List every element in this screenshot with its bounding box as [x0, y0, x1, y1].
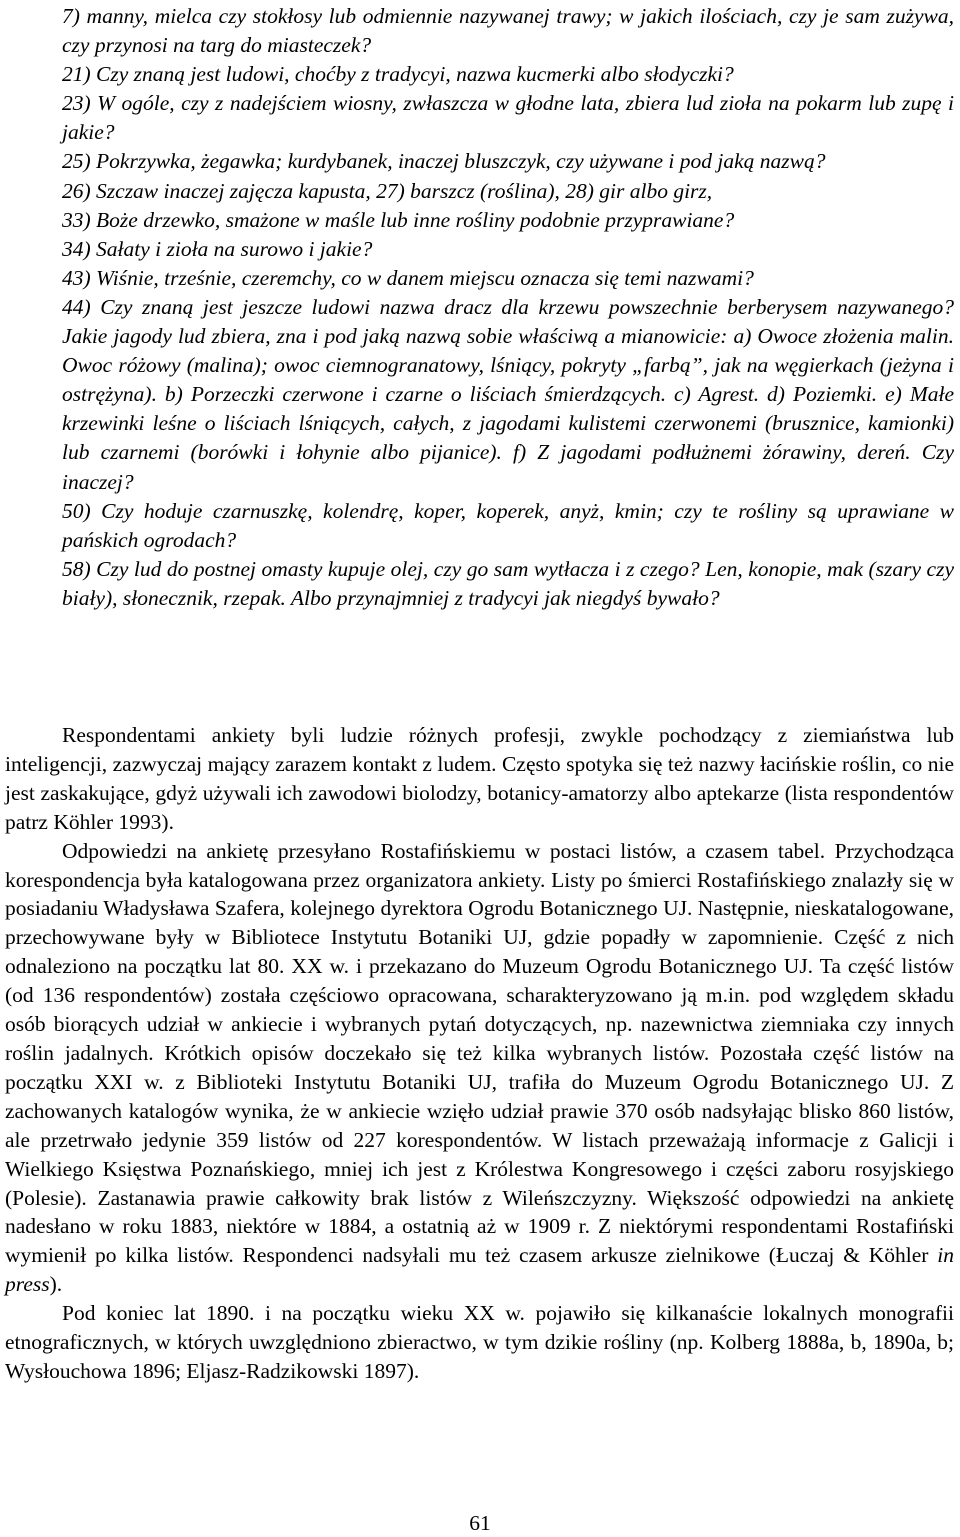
question-26: 26) Szczaw inaczej zajęcza kapusta, 27) barszcz (roślina), 28) gir albo girz,	[62, 178, 713, 203]
question-33: 33) Boże drzewko, smażone w maśle lub inne rośliny podobnie przyprawiane?	[62, 207, 735, 232]
question-21: 21) Czy znaną jest ludowi, choćby z tradycyi, nazwa kucmerki albo słodyczki?	[62, 62, 734, 87]
question-43: 43) Wiśnie, trześnie, czeremchy, co w danem miejscu oznacza się temi nazwami?	[62, 265, 754, 290]
question-34: 34) Sałaty i zioła na surowo i jakie?	[62, 236, 373, 261]
question-7: 7) manny, mielca czy stokłosy lub odmiennie nazywanej trawy; w jakich ilościach, czy je sam zużywa, czy przynosi na targ do miasteczek?	[62, 4, 954, 58]
paragraph-monographs: Pod koniec lat 1890. i na początku wieku XX w. pojawiło się kilkanaście lokalnych monografii etnograficznych, w których uwzględniono zbieractwo, w tym dzikie rośliny (np. Kolberg 1888a, b, 1890a, b; Wysłouchowa 1896; Eljasz-Radzikowski 1897).	[5, 1301, 954, 1383]
question-23: 23) W ogóle, czy z nadejściem wiosny, zwłaszcza w głodne lata, zbiera lud zioła na pokarm lub zupę i jakie?	[62, 91, 954, 145]
in-press-italic: in press	[5, 1243, 954, 1297]
body-text	[5, 721, 954, 1386]
paragraph-answers-text: Odpowiedzi na ankietę przesyłano Rostafińskiemu w postaci listów, a czasem tabel. Przychodząca korespondencja była katalogowana przez organizatora ankiety. Listy po śmierci Rostafińskiego znalazły się w posiadaniu Władysława Szafera, kolejnego dyrektora Ogrodu Botanicznego UJ. Następnie, nieskatalogowane, przechowywane były w Bibliotece Instytutu Botaniki UJ, gdzie popadły w zapomnienie. Część z nich odnaleziono na początku lat 80. XX w. i przekazano do Muzeum Ogrodu Botanicznego UJ. Ta część listów (od 136 respondentów) została częściowo opracowana, scharakteryzowano ją m.in. pod względem składu osób biorących udział w ankiecie i wybranych pytań dotyczących, np. nazewnictwa ziemniaka czy innych roślin jadalnych. Krótkich opisów doczekało się też kilka wybranych listów. Pozostała część listów na początku XXI w. z Biblioteki Instytutu Botaniki UJ, trafiła do Muzeum Ogrodu Botanicznego UJ. Z zachowanych katalogów wynika, że w ankiecie wzięło udział prawie 370 osób nadsyłając blisko 860 listów, ale przetrwało jedynie 359 listów od 227 korespondentów. W listach przeważają informacje z Galicji i Wielkiego Księstwa Poznańskiego, mniej ich jest z Królestwa Kongresowego i części zaboru rosyjskiego (Polesie). Zastanawia prawie całkowity brak listów z Wileńszczyzny. Większość odpowiedzi na ankietę nadesłano w roku 1883, niektóre w 1884, a ostatnią aż w 1909 r. Z niektórymi respondentami Rostafiński wymienił po kilka listów. Respondenci nadsyłali mu też czasem arkusze zielnikowe (Łuczaj & Köhler	[5, 838, 954, 1268]
page-number: 61	[469, 1511, 491, 1535]
question-44: 44) Czy znaną jest jeszcze ludowi nazwa dracz dla krzewu powszechnie berberysem nazywanego? Jakie jagody lud zbiera, zna i pod jaką nazwą sobie właściwą a mianowicie: a) Owoce złożenia malin. Owoc różowy (malina); owoc ciemnogranatowy, lśniący, pokryty „farbą”, jak na węgierkach (jeżyna i ostrężyna). b) Porzeczki czerwone i czarne o liściach śmierdzących. c) Agrest. d) Poziemki. e) Małe krzewinki leśne o liściach lśniących, całych, z jagodami kulistemi czerwonemi (brusznice, kamionki) lub czarnemi (borówki i łohynie albo pijanice). f) Z jagodami podłużnemi żórawiny, dereń. Czy inaczej?	[62, 294, 954, 494]
question-50: 50) Czy hoduje czarnuszkę, kolendrę, koper, koperek, anyż, kmin; czy te rośliny są uprawiane w pańskich ogrodach?	[62, 498, 954, 552]
question-58: 58) Czy lud do postnej omasty kupuje olej, czy go sam wytłacza i z czego? Len, konopie, mak (szary czy biały), słonecznik, rzepak. Albo przynajmniej z tradycyi jak niegdyś bywało?	[62, 556, 954, 610]
question-25: 25) Pokrzywka, żegawka; kurdybanek, inaczej bluszczyk, czy używane i pod jaką nazwą?	[62, 149, 826, 174]
questionnaire-quote	[62, 2, 954, 613]
paragraph-respondents: Respondentami ankiety byli ludzie różnych profesji, zwykle pochodzący z ziemiaństwa lub inteligencji, zazwyczaj mający zarazem kontakt z ludem. Często spotyka się też nazwy łacińskie roślin, co nie jest zaskakujące, gdyż używali ich zawodowi biolodzy, botanicy-amatorzy albo aptekarze (lista respondentów patrz Köhler 1993).	[5, 723, 954, 834]
paragraph-answers	[5, 837, 954, 1300]
paragraph-answers-end: ).	[49, 1272, 63, 1297]
